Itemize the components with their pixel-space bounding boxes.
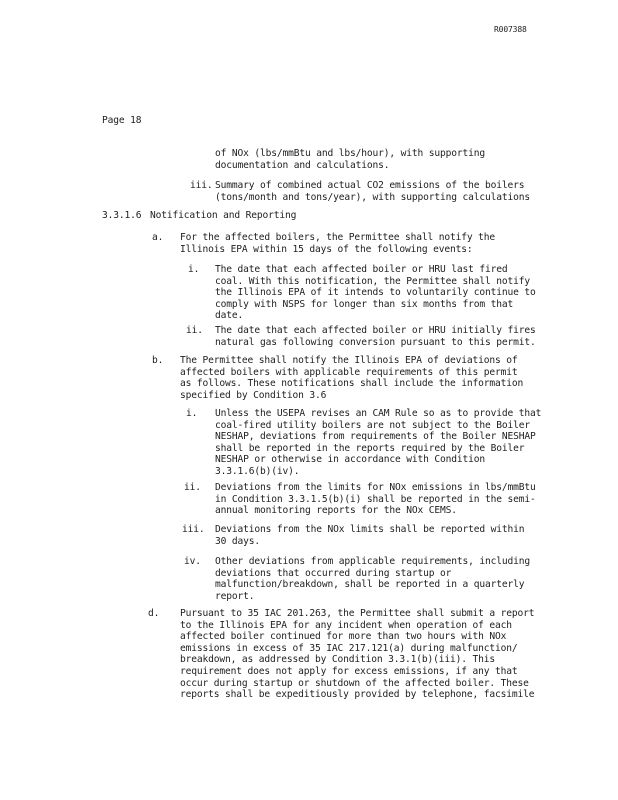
text-line: The Permittee shall notify the Illinois EPA of deviations of [180,355,518,366]
text-line: For the affected boilers, the Permittee shall notify the [180,232,496,243]
text-line: The date that each affected boiler or HRU initially fires [215,325,536,336]
text-line: affected boiler continued for more than two hours with NOx [180,631,507,643]
item-a-ii-label: ii. [186,325,203,336]
item-a-text [180,232,495,255]
text-line: The date that each affected boiler or HRU last fired [215,264,508,275]
item-b-iii-label: iii. [182,524,205,535]
item-iii-text [215,180,530,203]
item-b-i-label: i. [186,408,198,419]
text-line: deviations that occurred during startup or [215,567,452,579]
item-b-i-text [215,408,541,478]
item-b-iv-text [215,556,530,602]
text-line: documentation and calculations. [215,159,390,171]
item-b-text [180,355,523,401]
item-iii-label: iii. [190,180,213,191]
text-line: Deviations from the NOx limits shall be reported within [215,524,525,535]
text-line: in Condition 3.3.1.5(b)(i) shall be reported in the semi- [215,493,536,505]
text-line: affected boilers with applicable requirements of this permit [180,366,518,378]
item-ii-text [215,148,485,171]
page-label: Page 18 [102,115,142,126]
text-line: of NOx (lbs/mmBtu and lbs/hour), with supporting [215,148,486,159]
text-line: 30 days. [215,535,261,547]
text-line: specified by Condition 3.6 [180,389,327,401]
document-id: R007388 [494,25,527,34]
section-number: 3.3.1.6 [102,210,142,221]
text-line: occur during startup or shutdown of the affected boiler. These [180,677,529,689]
item-b-iii-text [215,524,524,547]
item-a-i-text [215,264,536,322]
text-line: breakdown, as addressed by Condition 3.3.1(b)(iii). This [180,654,496,666]
item-a-label: a. [152,232,164,243]
item-b-iv-label: iv. [184,556,201,567]
text-line: report. [215,590,255,602]
text-line: date. [215,310,244,322]
text-line: Illinois EPA within 15 days of the following events: [180,243,473,255]
item-a-ii-text [215,325,536,348]
text-line: 3.3.1.6(b)(iv). [215,465,300,477]
text-line: emissions in excess of 35 IAC 217.121(a) during malfunction/ [180,642,518,654]
item-d-label: d. [148,608,160,619]
item-b-ii-text [215,482,536,517]
text-line: requirement does not apply for excess emissions, if any that [180,665,518,677]
item-d-text [180,608,534,701]
item-a-i-label: i. [188,264,200,275]
text-line: as follows. These notifications shall include the information [180,378,524,390]
text-line: (tons/month and tons/year), with supporting calculations [215,191,531,203]
text-line: coal. With this notification, the Permittee shall notify [215,275,531,287]
text-line: reports shall be expeditiously provided by telephone, facsimile [180,689,535,701]
text-line: malfunction/breakdown, shall be reported in a quarterly [215,579,525,591]
text-line: NESHAP or otherwise in accordance with Condition [215,454,486,466]
text-line: the Illinois EPA of it intends to voluntarily continue to [215,287,536,299]
item-b-ii-label: ii. [184,482,201,493]
text-line: Pursuant to 35 IAC 201.263, the Permittee shall submit a report [180,608,535,619]
text-line: comply with NSPS for longer than six months from that [215,298,514,310]
text-line: shall be reported in the reports required by the Boiler [215,442,525,454]
section-title: Notification and Reporting [150,210,297,221]
text-line: Deviations from the limits for NOx emissions in lbs/mmBtu [215,482,536,493]
text-line: coal-fired utility boilers are not subject to the Boiler [215,419,531,431]
text-line: Summary of combined actual CO2 emissions of the boilers [215,180,525,191]
item-b-label: b. [152,355,164,366]
text-line: natural gas following conversion pursuant to this permit. [215,336,536,348]
text-line: Other deviations from applicable requirements, including [215,556,531,567]
text-line: NESHAP, deviations from requirements of the Boiler NESHAP [215,431,536,443]
text-line: Unless the USEPA revises an CAM Rule so as to provide that [215,408,542,419]
text-line: annual monitoring reports for the NOx CEMS. [215,505,457,517]
text-line: to the Illinois EPA for any incident when operation of each [180,619,512,631]
